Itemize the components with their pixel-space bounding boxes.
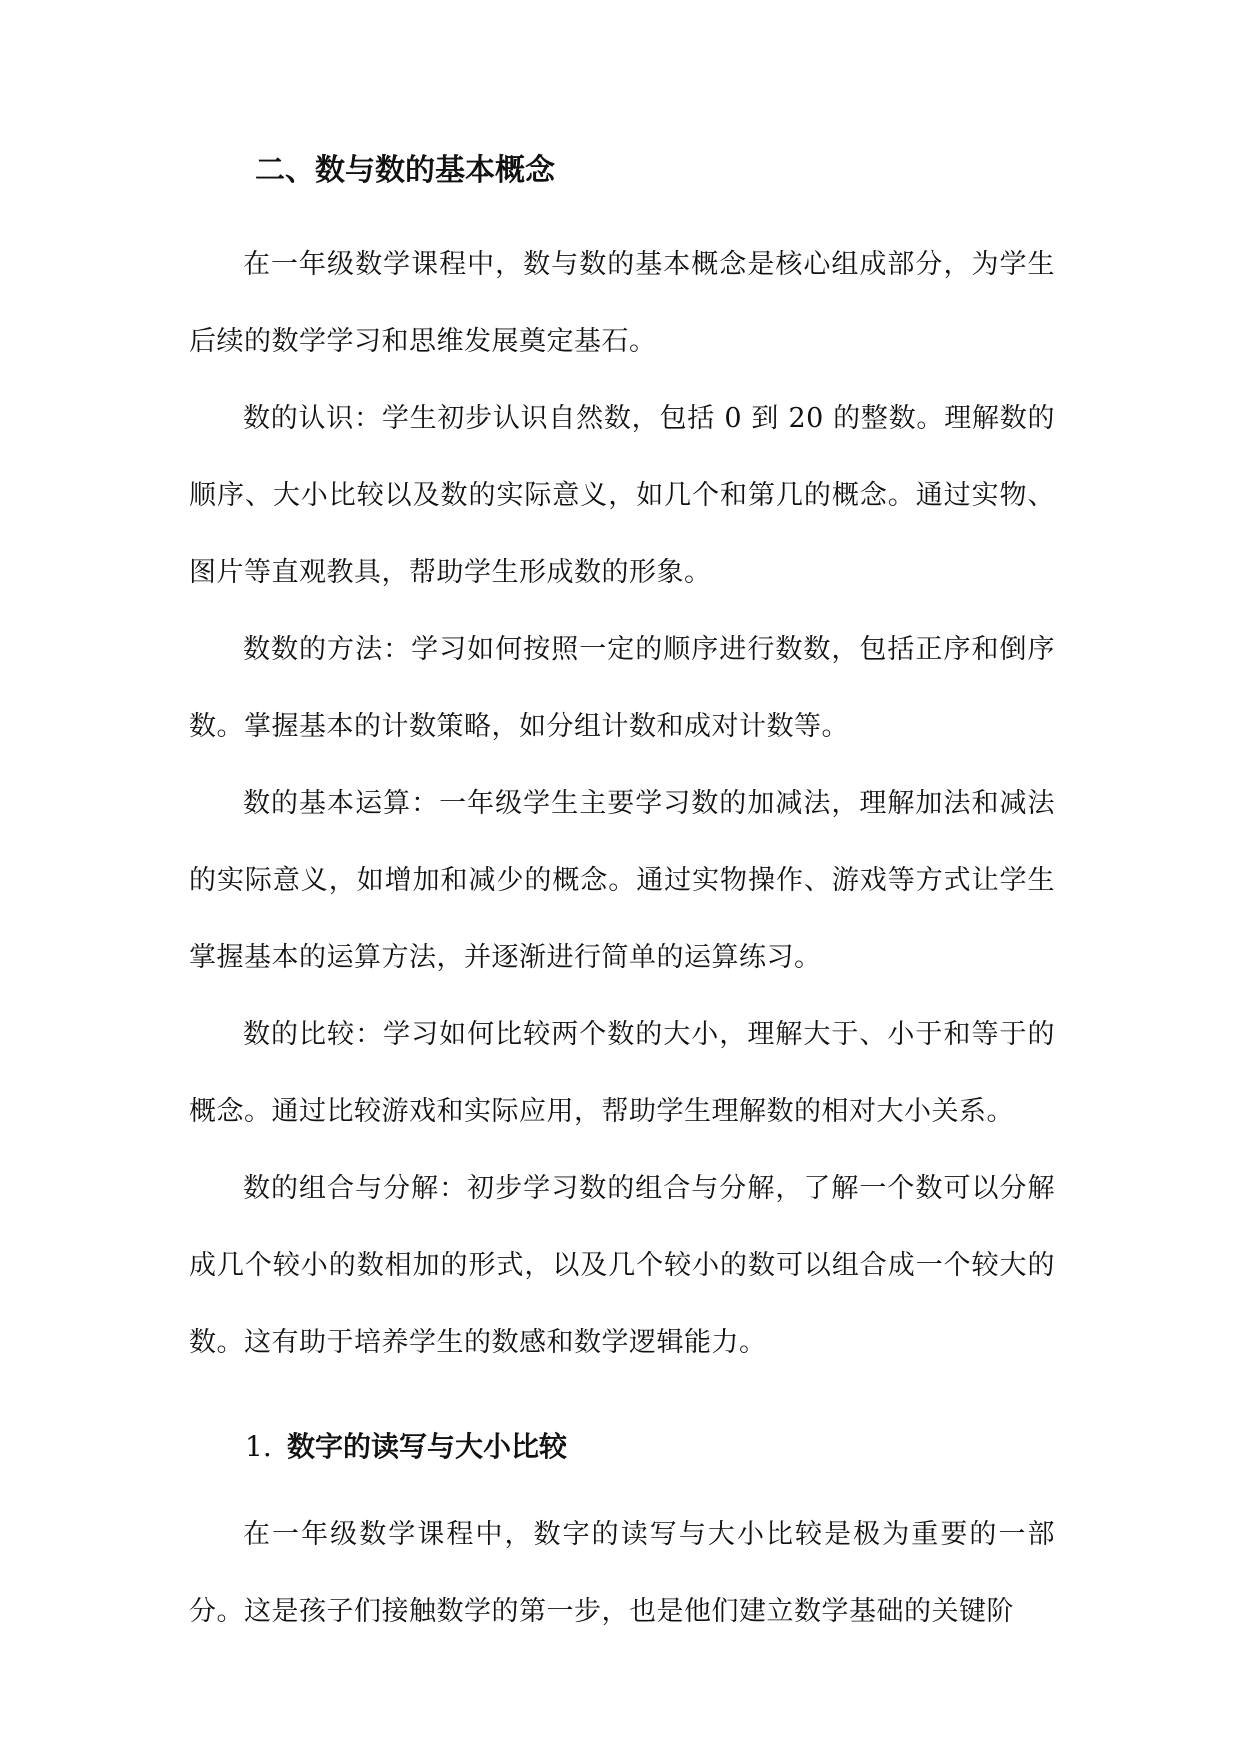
paragraph-reading-writing: 在一年级数学课程中，数字的读写与大小比较是极为重要的一部分。这是孩子们接触数学的第一步，也是他们建立数学基础的关键阶 [189, 1519, 1055, 1627]
paragraph-composition-decomposition: 数的组合与分解：初步学习数的组合与分解，了解一个数可以分解成几个较小的数相加的形式，以及几个较小的数可以组合成一个较大的数。这有助于培养学生的数感和数学逻辑能力。 [189, 1173, 1055, 1358]
document-content [189, 150, 1055, 1650]
paragraph-number-recognition: 数的认识：学生初步认识自然数，包括 0 到 20 的整数。理解数的顺序、大小比较以及数的实际意义，如几个和第几的概念。通过实物、图片等直观教具，帮助学生形成数的形象。 [189, 403, 1055, 588]
subsection-number: 1. [245, 1430, 272, 1463]
paragraph-basic-operations: 数的基本运算：一年级学生主要学习数的加减法，理解加法和减法的实际意义，如增加和减少的概念。通过实物操作、游戏等方式让学生掌握基本的运算方法，并逐渐进行简单的运算练习。 [189, 788, 1055, 973]
subsection-heading [245, 1426, 1055, 1468]
subsection-title: 数字的读写与大小比较 [287, 1430, 568, 1463]
paragraph-number-comparison: 数的比较：学习如何比较两个数的大小，理解大于、小于和等于的概念。通过比较游戏和实际应用，帮助学生理解数的相对大小关系。 [189, 1019, 1055, 1127]
section-heading: 二、数与数的基本概念 [255, 153, 555, 188]
paragraph-intro: 在一年级数学课程中，数与数的基本概念是核心组成部分，为学生后续的数学学习和思维发展奠定基石。 [189, 249, 1055, 357]
paragraph-counting-methods: 数数的方法：学习如何按照一定的顺序进行数数，包括正序和倒序数。掌握基本的计数策略，如分组计数和成对计数等。 [189, 634, 1055, 742]
